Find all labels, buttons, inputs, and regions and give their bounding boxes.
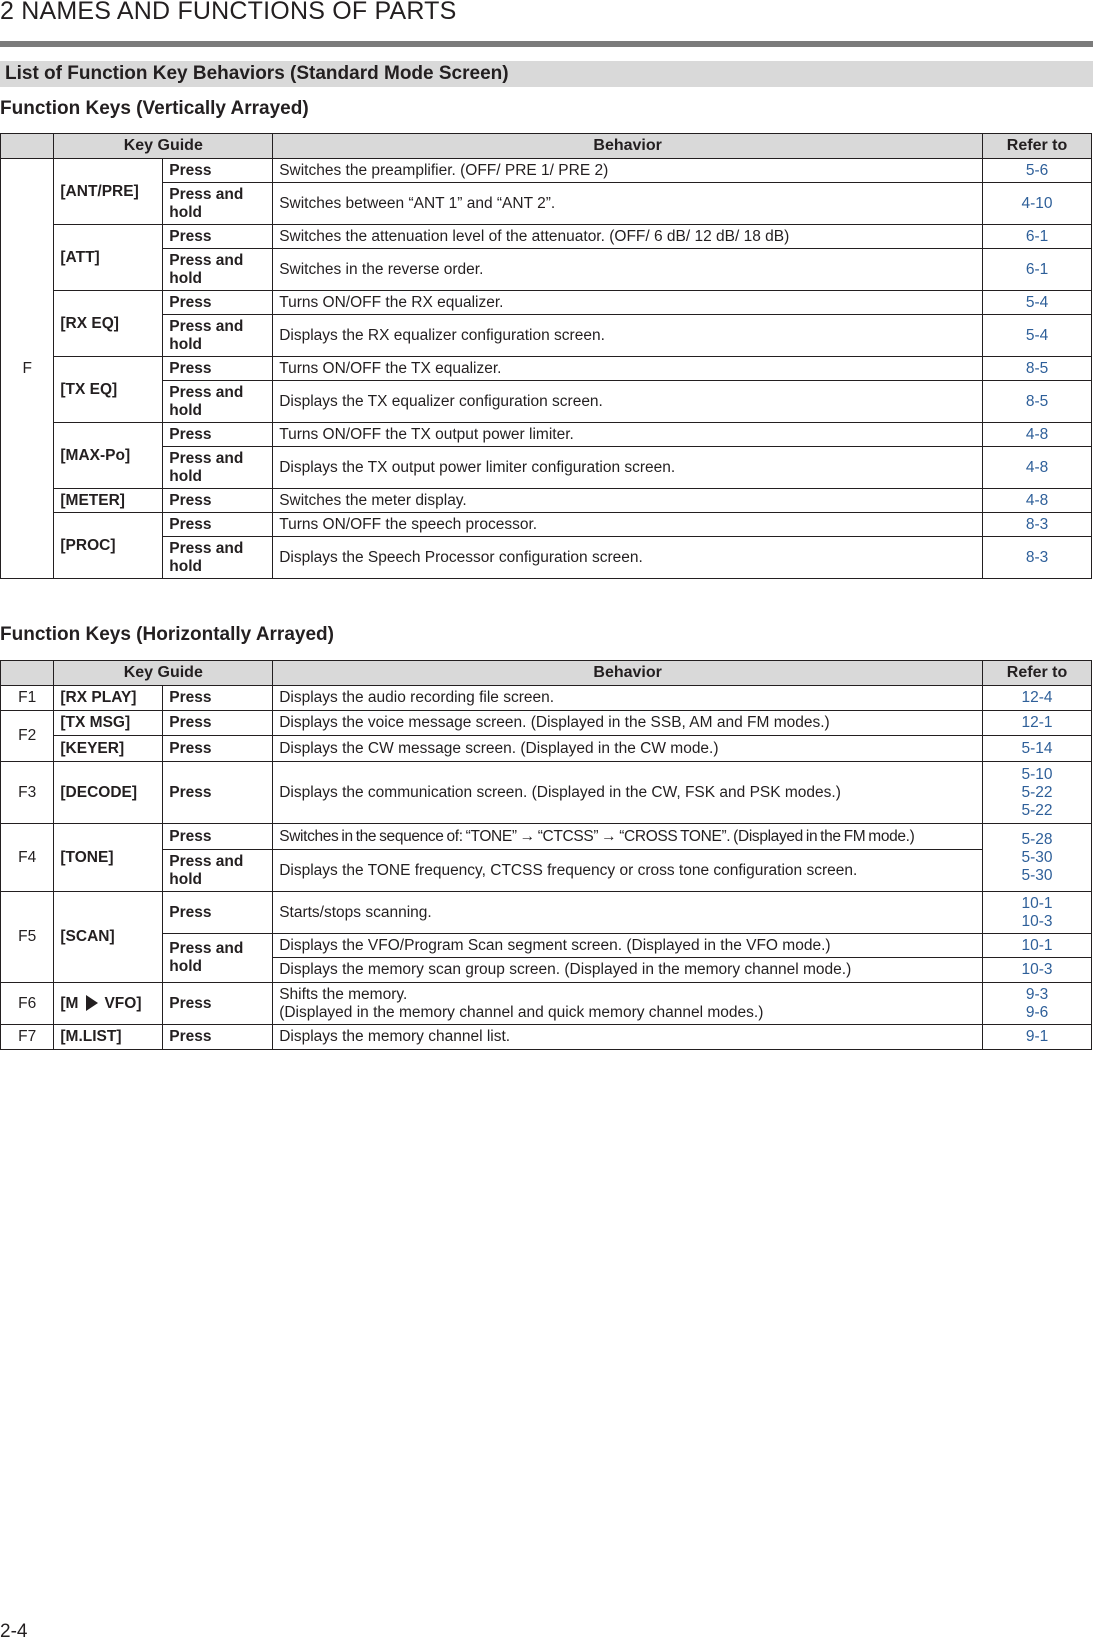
ref-link[interactable]: 5-28 5-30 5-30 — [983, 824, 1092, 892]
behavior: Displays the TONE frequency, CTCSS frequency or cross tone configuration screen. — [273, 850, 983, 892]
key-tone: [TONE] — [54, 824, 163, 892]
action: Press — [163, 824, 273, 850]
ref-link[interactable]: 4-8 — [983, 423, 1092, 447]
key-m-to-vfo — [54, 983, 163, 1025]
behavior: Switches between “ANT 1” and “ANT 2”. — [273, 183, 983, 225]
behavior: Displays the CW message screen. (Displayed in the CW mode.) — [273, 736, 983, 762]
behavior: Displays the audio recording file screen. — [273, 686, 983, 711]
action: Press and hold — [163, 183, 273, 225]
behavior: Starts/stops scanning. — [273, 892, 983, 934]
header-refer-to: Refer to — [983, 661, 1092, 686]
table-row — [1, 513, 1092, 537]
behavior: Turns ON/OFF the speech processor. — [273, 513, 983, 537]
action: Press — [163, 892, 273, 934]
behavior: Displays the TX equalizer configuration screen. — [273, 381, 983, 423]
ref-link[interactable]: 5-4 — [983, 315, 1092, 357]
chapter-title: 2 NAMES AND FUNCTIONS OF PARTS — [0, 0, 457, 25]
key-max-po: [MAX-Po] — [54, 423, 163, 489]
action: Press — [163, 711, 273, 736]
horizontal-keys-heading: Function Keys (Horizontally Arrayed) — [0, 624, 334, 645]
table-row — [1, 423, 1092, 447]
ref-link[interactable]: 4-10 — [983, 183, 1092, 225]
behavior: Switches the meter display. — [273, 489, 983, 513]
key-rx-eq: [RX EQ] — [54, 291, 163, 357]
header-key-guide: Key Guide — [54, 661, 273, 686]
table-row — [1, 711, 1092, 736]
header-behavior: Behavior — [273, 661, 983, 686]
table-row — [1, 824, 1092, 850]
ref-link[interactable]: 10-3 — [983, 958, 1092, 983]
ref-link[interactable]: 12-4 — [983, 686, 1092, 711]
key-decode: [DECODE] — [54, 762, 163, 824]
ref-link[interactable]: 5-10 5-22 5-22 — [983, 762, 1092, 824]
section-title: List of Function Key Behaviors (Standard Mode Screen) — [0, 61, 1093, 87]
behavior: Displays the VFO/Program Scan segment screen. (Displayed in the VFO mode.) — [273, 934, 983, 958]
key-m-left: [M — [60, 994, 79, 1012]
key-proc: [PROC] — [54, 513, 163, 579]
action: Press — [163, 225, 273, 249]
key-rx-play: [RX PLAY] — [54, 686, 163, 711]
table-row — [1, 315, 1092, 357]
table-row — [1, 934, 1092, 958]
action: Press — [163, 159, 273, 183]
action: Press — [163, 983, 273, 1025]
table-row — [1, 1025, 1092, 1050]
behavior: Turns ON/OFF the TX output power limiter. — [273, 423, 983, 447]
key-vfo-right: VFO] — [104, 994, 142, 1012]
fkey-label: F1 — [1, 686, 54, 711]
behavior: Switches the preamplifier. (OFF/ PRE 1/ PRE 2) — [273, 159, 983, 183]
table-row — [1, 249, 1092, 291]
ref-link[interactable]: 10-1 — [983, 934, 1092, 958]
action: Press — [163, 489, 273, 513]
table-row — [1, 736, 1092, 762]
behavior: Displays the voice message screen. (Displayed in the SSB, AM and FM modes.) — [273, 711, 983, 736]
table-header-row — [1, 134, 1092, 159]
table-row — [1, 357, 1092, 381]
header-rule — [0, 41, 1093, 47]
ref-link[interactable]: 9-1 — [983, 1025, 1092, 1050]
behavior: Displays the RX equalizer configuration screen. — [273, 315, 983, 357]
ref-link[interactable]: 8-5 — [983, 381, 1092, 423]
action: Press — [163, 686, 273, 711]
behavior: Displays the memory channel list. — [273, 1025, 983, 1050]
fkey-label: F6 — [1, 983, 54, 1025]
header-refer-to: Refer to — [983, 134, 1092, 159]
table-row — [1, 762, 1092, 824]
table-row — [1, 381, 1092, 423]
ref-link[interactable]: 4-8 — [983, 447, 1092, 489]
behavior: Displays the memory scan group screen. (Displayed in the memory channel mode.) — [273, 958, 983, 983]
key-meter: [METER] — [54, 489, 163, 513]
key-tx-eq: [TX EQ] — [54, 357, 163, 423]
table-row — [1, 291, 1092, 315]
behavior: Switches in the sequence of: “TONE” → “CTCSS” → “CROSS TONE”. (Displayed in the FM mode.) — [273, 824, 983, 850]
table-header-row — [1, 661, 1092, 686]
behavior: Switches the attenuation level of the attenuator. (OFF/ 6 dB/ 12 dB/ 18 dB) — [273, 225, 983, 249]
table-row — [1, 537, 1092, 579]
ref-link[interactable]: 12-1 — [983, 711, 1092, 736]
fkey-label: F3 — [1, 762, 54, 824]
behavior: Switches in the reverse order. — [273, 249, 983, 291]
table-row — [1, 983, 1092, 1025]
ref-link[interactable]: 6-1 — [983, 225, 1092, 249]
ref-link[interactable]: 8-3 — [983, 537, 1092, 579]
action: Press and hold — [163, 447, 273, 489]
behavior: Displays the Speech Processor configuration screen. — [273, 537, 983, 579]
action: Press and hold — [163, 537, 273, 579]
behavior: Turns ON/OFF the TX equalizer. — [273, 357, 983, 381]
header-key-guide: Key Guide — [54, 134, 273, 159]
ref-link[interactable]: 8-5 — [983, 357, 1092, 381]
table-row — [1, 183, 1092, 225]
fkey-label: F5 — [1, 892, 54, 983]
table-row — [1, 225, 1092, 249]
group-label-f: F — [1, 159, 54, 579]
table-row — [1, 892, 1092, 934]
action: Press — [163, 1025, 273, 1050]
action: Press and hold — [163, 850, 273, 892]
behavior: Turns ON/OFF the RX equalizer. — [273, 291, 983, 315]
key-ant-pre: [ANT/PRE] — [54, 159, 163, 225]
fkey-label: F2 — [1, 711, 54, 762]
ref-link[interactable]: 4-8 — [983, 489, 1092, 513]
action: Press — [163, 291, 273, 315]
table-row — [1, 686, 1092, 711]
key-tx-msg: [TX MSG] — [54, 711, 163, 736]
action: Press — [163, 762, 273, 824]
action: Press and hold — [163, 934, 273, 983]
behavior: Shifts the memory. (Displayed in the memory channel and quick memory channel modes.) — [273, 983, 983, 1025]
action: Press — [163, 423, 273, 447]
key-keyer: [KEYER] — [54, 736, 163, 762]
page-number: 2-4 — [0, 1621, 28, 1642]
action: Press and hold — [163, 315, 273, 357]
fkey-label: F4 — [1, 824, 54, 892]
key-m-list: [M.LIST] — [54, 1025, 163, 1050]
vertical-keys-heading: Function Keys (Vertically Arrayed) — [0, 98, 309, 119]
key-att: [ATT] — [54, 225, 163, 291]
action: Press — [163, 736, 273, 762]
action: Press — [163, 357, 273, 381]
ref-link[interactable]: 8-3 — [983, 513, 1092, 537]
action: Press and hold — [163, 381, 273, 423]
ref-link[interactable]: 6-1 — [983, 249, 1092, 291]
ref-link[interactable]: 5-6 — [983, 159, 1092, 183]
table-row — [1, 850, 1092, 892]
ref-link[interactable]: 10-1 10-3 — [983, 892, 1092, 934]
key-scan: [SCAN] — [54, 892, 163, 983]
behavior: Displays the TX output power limiter configuration screen. — [273, 447, 983, 489]
ref-link[interactable]: 9-3 9-6 — [983, 983, 1092, 1025]
action: Press — [163, 513, 273, 537]
behavior: Displays the communication screen. (Displayed in the CW, FSK and PSK modes.) — [273, 762, 983, 824]
ref-link[interactable]: 5-14 — [983, 736, 1092, 762]
fkey-label: F7 — [1, 1025, 54, 1050]
horizontal-keys-table — [0, 660, 1092, 1050]
table-row — [1, 489, 1092, 513]
vertical-keys-table — [0, 133, 1092, 579]
table-row — [1, 159, 1092, 183]
ref-link[interactable]: 5-4 — [983, 291, 1092, 315]
header-behavior: Behavior — [273, 134, 983, 159]
table-row — [1, 447, 1092, 489]
action: Press and hold — [163, 249, 273, 291]
arrow-right-icon — [86, 995, 98, 1011]
